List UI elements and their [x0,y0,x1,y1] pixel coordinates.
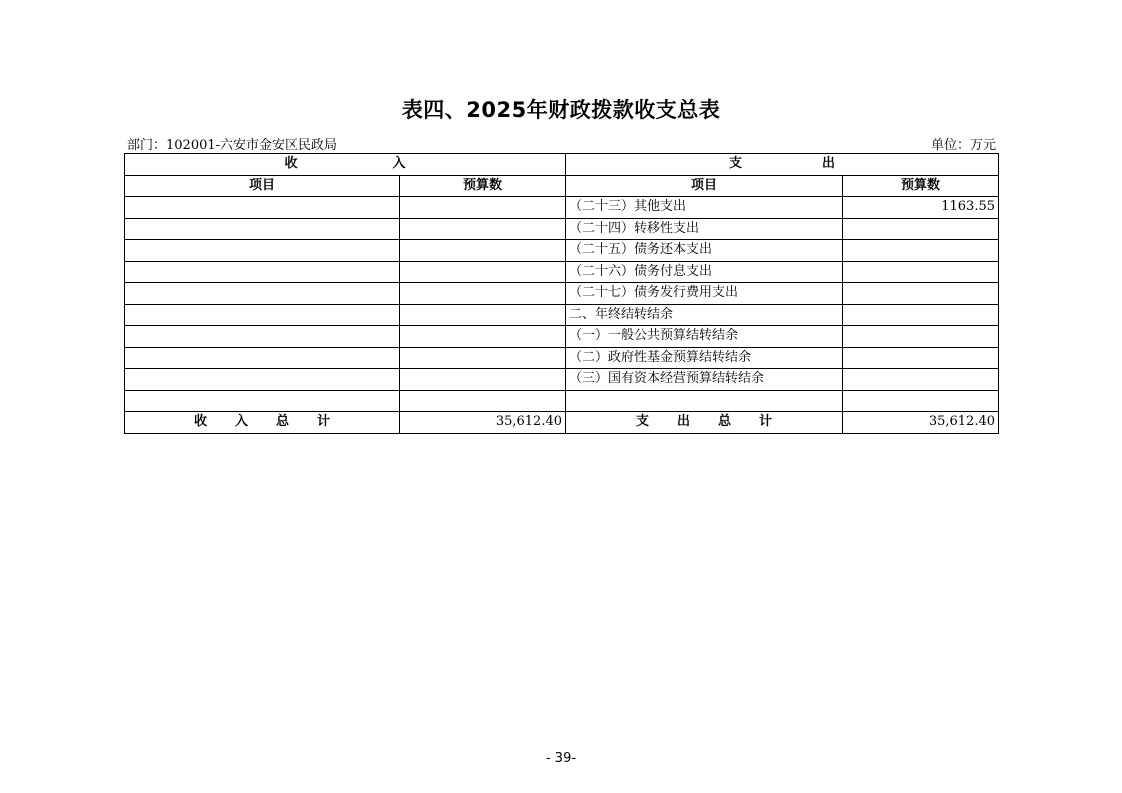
expense-budget-cell [843,218,999,240]
expense-item-cell [566,390,843,412]
expense-budget-cell [843,390,999,412]
income-total-char: 总 [276,414,290,430]
income-item-cell [125,261,400,283]
expense-item-cell: （二十三）其他支出 [566,197,843,219]
table-row [125,261,999,283]
income-budget-cell [400,240,566,262]
expense-budget-cell [843,261,999,283]
expense-item-cell: （二十五）债务还本支出 [566,240,843,262]
income-total-char: 收 [193,414,207,430]
expense-header-char: 出 [822,156,836,172]
expense-header-char: 支 [728,156,742,172]
expense-budget-cell [843,326,999,348]
expense-item-cell: （三）国有资本经营预算结转结余 [566,369,843,391]
income-budget-cell [400,304,566,326]
income-item-cell [125,304,400,326]
income-header-char: 收 [284,156,298,172]
expense-budget-header: 预算数 [843,175,999,197]
table-row [125,347,999,369]
table-row [125,304,999,326]
table-row [125,390,999,412]
expense-section-header [566,154,999,176]
expense-total-label [566,412,843,434]
section-header-row [125,154,999,176]
income-budget-cell [400,326,566,348]
totals-row [125,412,999,434]
table-row [125,326,999,348]
expense-budget-cell [843,369,999,391]
department-label: 部门：102001-六安市金安区民政局 [127,138,338,153]
table-row [125,240,999,262]
income-item-cell [125,240,400,262]
table-row [125,197,999,219]
income-budget-cell [400,218,566,240]
income-total-label [125,412,400,434]
table-body [125,197,999,412]
expense-item-cell: （二十四）转移性支出 [566,218,843,240]
income-section-header [125,154,566,176]
income-budget-cell [400,283,566,305]
income-total-value: 35,612.40 [400,412,566,434]
income-item-header: 项目 [125,175,400,197]
income-header-char: 入 [392,156,406,172]
expense-item-cell: （二十六）债务付息支出 [566,261,843,283]
expense-total-char: 出 [676,414,690,430]
table-row [125,369,999,391]
budget-table [124,153,999,434]
income-budget-cell [400,369,566,391]
income-item-cell [125,197,400,219]
expense-total-char: 计 [759,414,773,430]
expense-budget-cell [843,304,999,326]
income-budget-cell [400,390,566,412]
page-title: 表四、2025年财政拨款收支总表 [401,98,721,122]
expense-total-char: 支 [635,414,649,430]
table-row [125,283,999,305]
expense-item-cell: （二十七）债务发行费用支出 [566,283,843,305]
expense-total-char: 总 [718,414,732,430]
income-item-cell [125,283,400,305]
expense-item-cell: （二）政府性基金预算结转结余 [566,347,843,369]
table-row [125,218,999,240]
income-item-cell [125,390,400,412]
income-item-cell [125,347,400,369]
income-total-char: 计 [317,414,331,430]
income-item-cell [125,218,400,240]
expense-budget-cell [843,283,999,305]
income-budget-header: 预算数 [400,175,566,197]
income-total-char: 入 [234,414,248,430]
expense-item-cell: （一）一般公共预算结转结余 [566,326,843,348]
expense-budget-cell: 1163.55 [843,197,999,219]
expense-budget-cell [843,347,999,369]
expense-item-header: 项目 [566,175,843,197]
page-number: - 39- [545,751,577,766]
income-item-cell [125,326,400,348]
expense-total-value: 35,612.40 [843,412,999,434]
income-budget-cell [400,261,566,283]
column-header-row [125,175,999,197]
expense-budget-cell [843,240,999,262]
income-budget-cell [400,347,566,369]
expense-item-cell: 二、年终结转结余 [566,304,843,326]
income-item-cell [125,369,400,391]
unit-label: 单位：万元 [930,138,996,153]
income-budget-cell [400,197,566,219]
